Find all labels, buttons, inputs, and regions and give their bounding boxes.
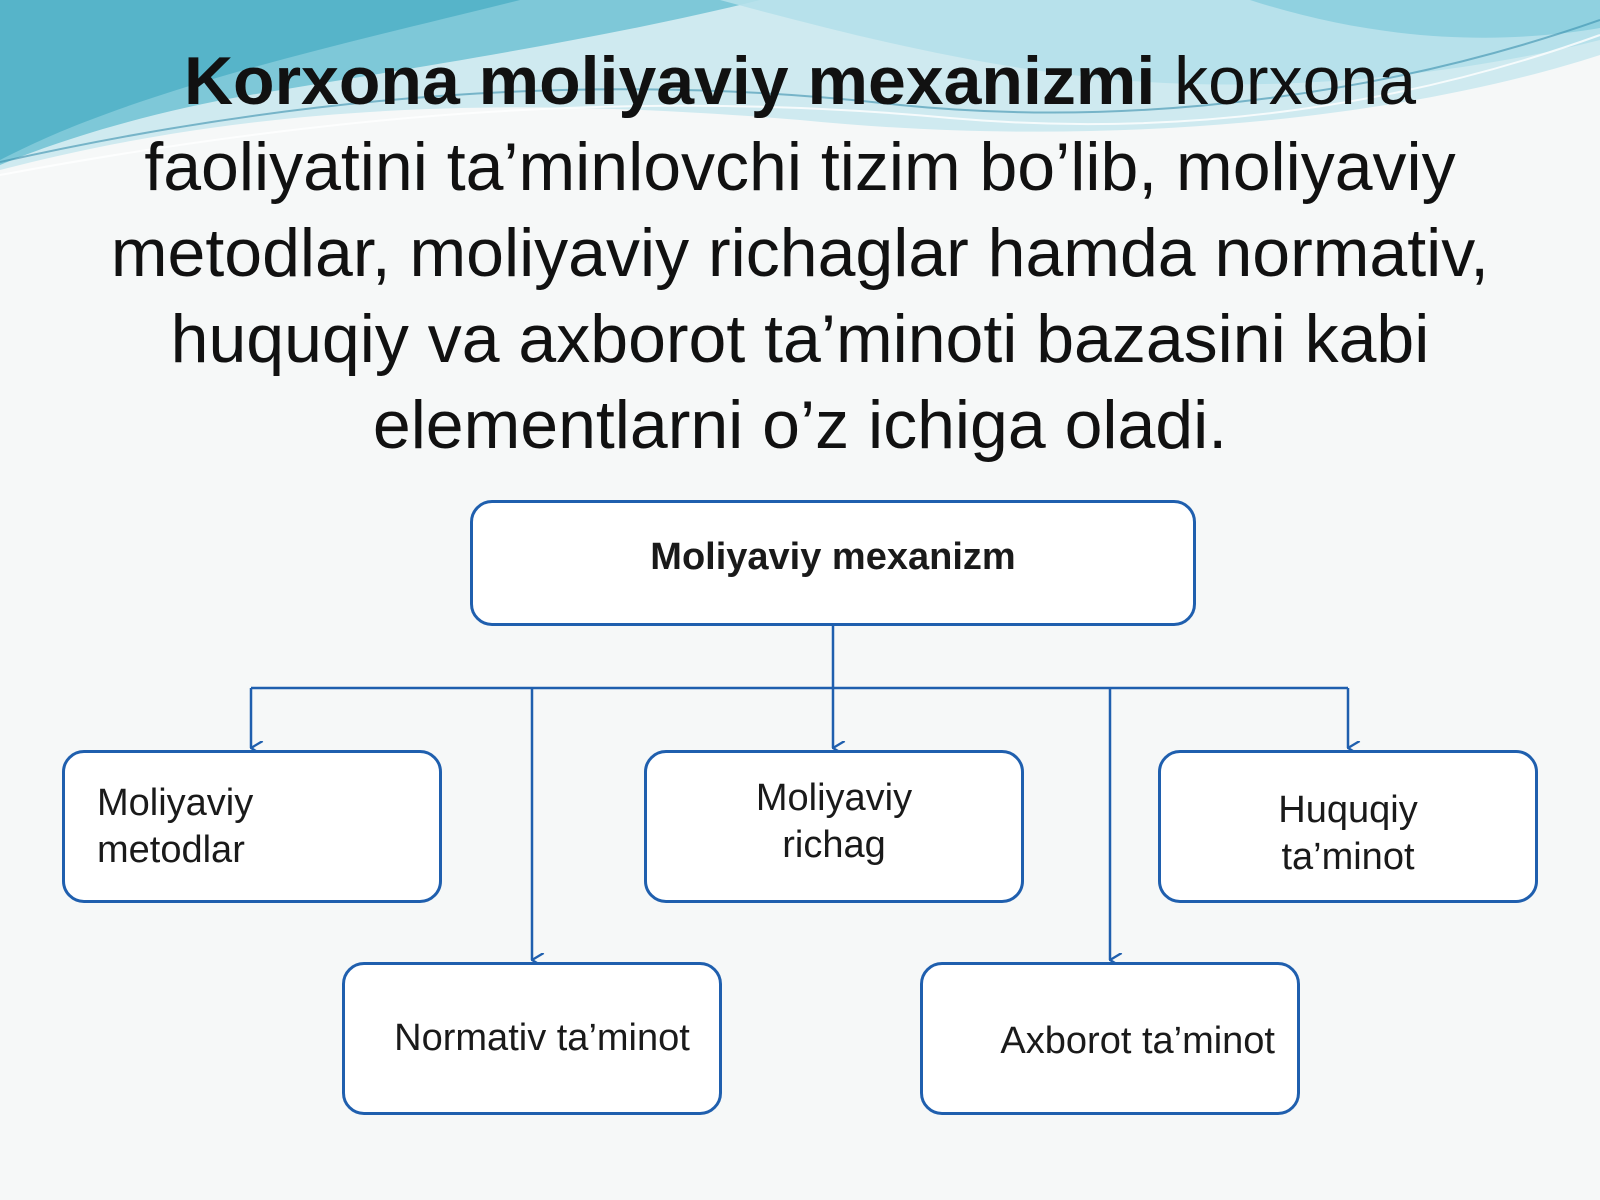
node-moliyaviy-metodlar xyxy=(62,750,442,903)
node-label-richag: Moliyaviy richag xyxy=(755,776,913,866)
node-label-huquqiy: Huquqiy ta’minot xyxy=(1278,788,1418,878)
node-label-root: Moliyaviy mexanizm xyxy=(650,535,1016,578)
node-huquqiy-taminot xyxy=(1158,750,1538,903)
heading-bold-term: Korxona moliyaviy mexanizmi xyxy=(183,43,1156,119)
node-label-normativ: Normativ ta’minot xyxy=(394,1017,690,1059)
heading-definition: korxona faoliyatini ta’minlovchi tizim bo’lib, moliyaviy metodlar, moliyaviy richaglar hamda normativ, huquqiy va axborot ta’minoti bazasini kabi elementlarni o’z ichiga oladi. xyxy=(110,43,1490,463)
node-axborot-taminot xyxy=(920,962,1300,1115)
node-label-axborot: Axborot ta’minot xyxy=(1000,1020,1275,1062)
node-normativ-taminot xyxy=(342,962,722,1115)
node-moliyaviy-mexanizm xyxy=(470,500,1196,626)
node-moliyaviy-richag xyxy=(644,750,1024,903)
node-label-metodlar: Moliyaviy metodlar xyxy=(97,781,254,871)
